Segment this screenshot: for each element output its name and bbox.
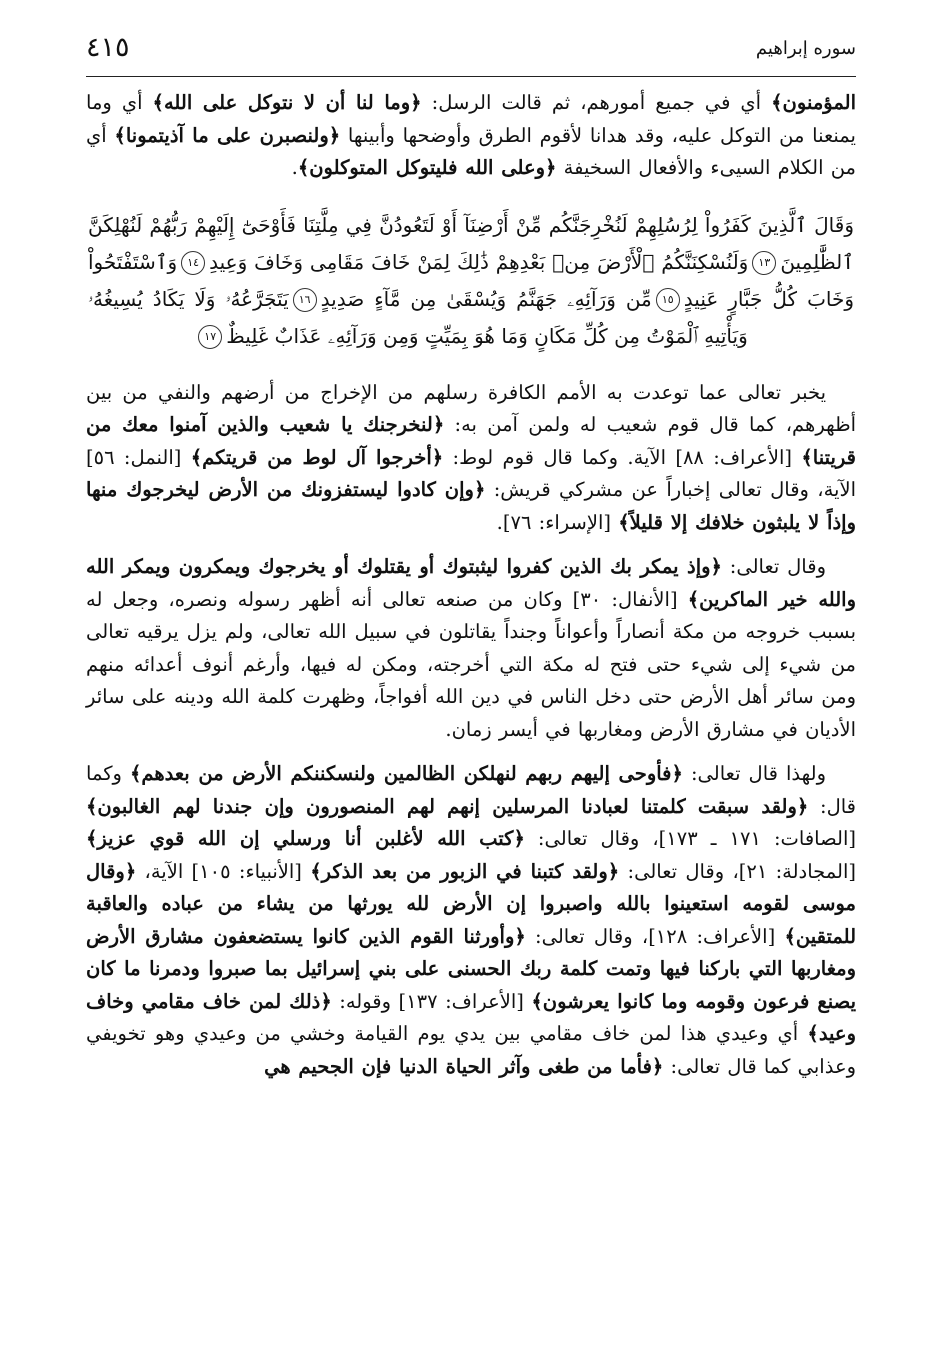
paragraph-gap xyxy=(86,746,856,758)
book-page xyxy=(86,30,856,1083)
quote: المؤمنون﴾ xyxy=(771,91,856,114)
quote: ﴿فأوحى إليهم ربهم لنهلكن الظالمين ولنسكننكم الأرض من بعدهم﴾ xyxy=(129,762,683,785)
quote: ﴿وإذ يمكر بك الذين كفروا ليثبتوك أو يقتلوك أو يخرجوك ويمكرون ويمكر الله والله خير الماكرين﴾ xyxy=(86,555,857,611)
verse-number-16: ١٦ xyxy=(293,288,317,312)
text-span: [المجادلة: ٢١]، وقال تعالى: xyxy=(619,859,857,883)
text-span: أي وما يمنعنا من التوكل عليه، وقد هدانا لأقوم الطرق وأوضحها وأبينها xyxy=(86,91,856,147)
verse-17-text: يَتَجَرَّعُهُۥ وَلَا يَكَادُ يُسِيغُهُۥ وَيَأْتِيهِ ٱلْمَوْتُ مِن كُلِّ مَكَانٍ وَمَا هُوَ بِمَيِّتٍ وَمِن وَرَآئِهِۦ عَذَابٌ غَلِيظٌ xyxy=(88,286,748,348)
text-span: يخبر تعالى عما توعدت به الأمم الكافرة رسلهم من الإخراج من أرضهم والنفي من بين أظهرهم، كما قال قوم شعيب له ولمن آمن به: xyxy=(86,380,857,436)
text-span: [النمل: ٥٦] الآية، وقال تعالى إخباراً عن مشركي قريش: xyxy=(86,445,857,501)
quote: ﴿أخرجوا آل لوط من قريتكم﴾ xyxy=(190,445,444,469)
paragraph-4 xyxy=(86,758,856,1083)
paragraph-2 xyxy=(86,377,856,540)
verse-number-17: ١٧ xyxy=(198,325,222,349)
paragraph-1 xyxy=(86,87,856,185)
text-span: ولهذا قال تعالى: xyxy=(682,762,826,785)
verse-number-15: ١٥ xyxy=(656,288,680,312)
verse-13-text: وَقَالَ ٱلَّذِينَ كَفَرُواْ لِرُسُلِهِمْ لَنُخْرِجَنَّكُم مِّنْ أَرْضِنَآ أَوْ لَتَعُودُنَّ فِي مِلَّتِنَا فَأَوْحَىٰٓ إِلَيْهِمْ رَبُّهُمْ لَنُهْلِكَنَّ ٱلظَّٰلِمِينَ xyxy=(88,212,854,274)
paragraph-3 xyxy=(86,551,856,746)
text-span: أي في جميع أمورهم، ثم قالت الرسل: xyxy=(421,91,772,114)
text-span: [الإسراء: ٧٦]. xyxy=(496,510,619,534)
verse-number-13: ١٣ xyxy=(752,251,776,275)
paragraph-gap xyxy=(86,539,856,551)
quote: ﴿وقال موسى لقومه استعينوا بالله واصبروا إن الأرض لله يورثها من يشاء من عباده والعاقبة للمتقين﴾ xyxy=(86,859,857,948)
quote: ﴿ولقد سبقت كلمتنا لعبادنا المرسلين إنهم لهم المنصورون وإن جندنا لهم الغالبون﴾ xyxy=(86,794,809,818)
verse-15-text: وَٱسْتَفْتَحُواْ وَخَابَ كُلُّ جَبَّارٍ عَنِيدٍ xyxy=(88,249,855,311)
text-span: وقال تعالى: xyxy=(721,555,826,578)
page-number: ٤١٥ xyxy=(86,32,130,63)
verse-number-14: ١٤ xyxy=(181,251,205,275)
text-span: [الأنبياء: ١٠٥] الآية، xyxy=(136,859,311,883)
quote: ﴿كتب الله لأغلبن أنا ورسلي إن الله قوي عزيز﴾ xyxy=(86,827,525,850)
verse-14-text: وَلَنُسْكِنَنَّكُمُ ٱلْأَرْضَ مِنۢ بَعْدِهِمْ ذَٰلِكَ لِمَنْ خَافَ مَقَامِى وَخَافَ وَعِيدِ xyxy=(209,249,749,274)
quote: ﴿وما لنا أن لا نتوكل على الله﴾ xyxy=(152,91,422,114)
text-span: [الأعراف: ٨٨] الآية. وكما قال قوم لوط: xyxy=(443,445,802,469)
text-span: أي من الكلام السيىء والأفعال السخيفة xyxy=(86,123,856,179)
text-span: . xyxy=(291,156,298,179)
text-span: أي وعيدي هذا لمن خاف مقامي بين يدي يوم القيامة وخشي من وعيدي وهو تخويفي وعذابي كما قال تعالى: xyxy=(86,1022,856,1078)
quran-verses-block xyxy=(86,207,856,355)
quote: ﴿لنخرجنك يا شعيب والذين آمنوا معك من قريتنا﴾ xyxy=(86,413,857,469)
verse-16-text: مِّن وَرَآئِهِۦ جَهَنَّمُ وَيُسْقَىٰ مِن مَّآءٍ صَدِيدٍ xyxy=(320,286,652,311)
quote: ﴿وأورثنا القوم الذين كانوا يستضعفون مشارق الأرض ومغاربها التي باركنا فيها وتمت كلمة ربك الحسنى على بني إسرائيل بما صبروا ودمرنا ما كان يصنع فرعون وقومه وما كانوا يعرشون﴾ xyxy=(86,924,857,1013)
text-span: [الأنفال: ٣٠] وكان من صنعه تعالى أنه أظهر رسوله ونصره، وجعل له بسبب خروجه من مكة أنصاراً وأعواناً وجنداً يقاتلون في سبيل الله تعالى، ولم يزل يرقيه تعالى من شيء إلى شيء حتى فتح له مكة التي أخرجته، ومكن له فيها، وأرغم أنوف أعدائه منهم ومن سائر أهل الأرض حتى دخل الناس في دين الله أفواجاً، وظهرت كلمة الله ودينه على سائر الأديان في مشارق الأرض ومغاربها في أيسر زمان. xyxy=(86,587,856,741)
quote: ﴿ولقد كتبنا في الزبور من بعد الذكر﴾ xyxy=(310,859,620,883)
text-span: [الصافات: ١٧١ ـ ١٧٣]، وقال تعالى: xyxy=(524,827,856,850)
text-span: [الأعراف: ١٣٧] وقوله: xyxy=(331,989,532,1013)
page-header xyxy=(86,30,856,77)
quote: ﴿وإن كادوا ليستفزونك من الأرض ليخرجوك منها وإذاً لا يلبثون خلافك إلا قليلاً﴾ xyxy=(86,478,856,534)
quote: ﴿وعلى الله فليتوكل المتوكلون﴾ xyxy=(297,156,557,179)
surah-title: سوره إبراهيم xyxy=(755,38,856,59)
quote: ﴿فأما من طغى وآثر الحياة الدنيا فإن الجحيم هي xyxy=(264,1054,664,1078)
text-span: [الأعراف: ١٢٨]، وقال تعالى: xyxy=(525,924,785,948)
text-span: وكما قال: xyxy=(86,762,856,818)
quote: ﴿ذلك لمن خاف مقامي وخاف وعيد﴾ xyxy=(86,989,856,1045)
quote: ﴿ولنصبرن على ما آذيتمونا﴾ xyxy=(114,123,341,147)
